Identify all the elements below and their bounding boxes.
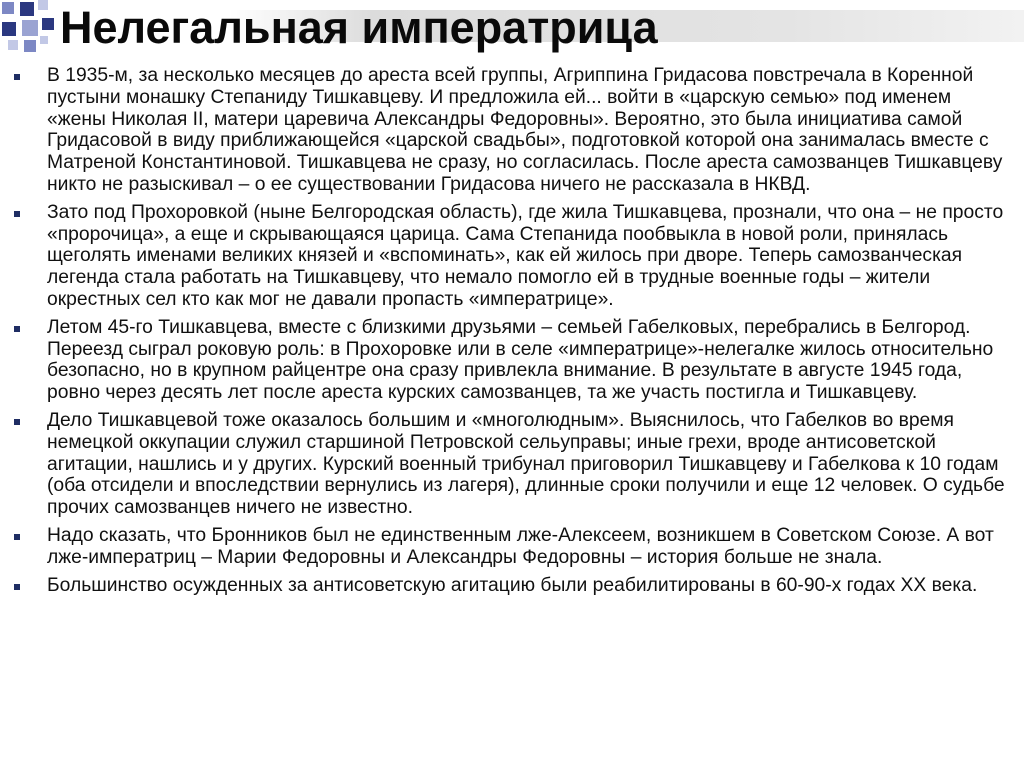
list-item (14, 202, 1014, 311)
square-bullet-icon (14, 534, 20, 540)
bullet-text: Большинство осужденных за антисоветскую агитацию были реабилитированы в 60-90-х годах XX века. (47, 574, 978, 596)
list-item (14, 525, 1014, 569)
square-bullet-icon (14, 74, 20, 80)
bullet-text: В 1935-м, за несколько месяцев до ареста всей группы, Агриппина Гридасова повстречала в Коренной пустыни монашку Степаниду Тишкавцеву. И предложила ей... войти в «царскую семью» под именем «жены Николая II, матери царевича Александры Федоровны». Вероятно, это была инициатива самой Гридасовой в виду приближающейся «царской свадьбы», подготовкой которой она занималась вместе с Матреной Константиновой. Тишкавцева не сразу, но согласилась. После ареста самозванцев Тишкавцеву никто не разыскивал – о ее существовании Гридасова ничего не рассказала в НКВД. (47, 65, 1003, 195)
bullet-text: Зато под Прохоровкой (ныне Белгородская область), где жила Тишкавцева, прознали, что она – не просто «пророчица», а еще и скрывающаяся царица. Сама Степанида пообвыкла в новой роли, принялась щеголять именами великих князей и «вспоминать», как ей жилось при дворе. Теперь самозванческая легенда стала работать на Тишкавцеву, что немало помогло ей в трудные военные годы – жители окрестных сел кто как мог не давали пропасть «императрице». (47, 201, 1004, 310)
list-item (14, 317, 1014, 404)
decor-square (24, 40, 36, 52)
square-bullet-icon (14, 584, 20, 590)
slide-title: Нелегальная императрица (60, 2, 658, 53)
decor-square (2, 22, 16, 36)
decor-square (2, 2, 14, 14)
decor-square (20, 2, 34, 16)
decor-square (40, 36, 48, 44)
list-item (14, 65, 1014, 196)
square-bullet-icon (14, 419, 20, 425)
square-bullet-icon (14, 211, 20, 217)
bullet-text: Дело Тишкавцевой тоже оказалось большим и «многолюдным». Выяснилось, что Габелков во время немецкой оккупации служил старшиной Петровской сельуправы; иные грехи, вроде антисоветской агитации, нашлись и у других. Курский военный трибунал приговорил Тишкавцеву и Габелкова к 10 годам (оба отсидели и впоследствии вернулись из лагеря), длинные сроки получили и еще 12 человек. О судьбе прочих самозванцев ничего не известно. (47, 409, 1005, 519)
decor-square (38, 0, 48, 10)
decor-square (8, 40, 18, 50)
list-item (14, 575, 1014, 597)
bullet-text: Летом 45-го Тишкавцева, вместе с близкими друзьями – семьей Габелковых, перебрались в Белгород. Переезд сыграл роковую роль: в Прохоровке или в селе «императрице»-нелегалке жилось относительно безопасно, но в крупном райцентре она сразу привлекла внимание. В результате в августе 1945 года, ровно через десять лет после ареста курских самозванцев, та же участь постигла и Тишкавцеву. (47, 316, 994, 404)
decor-square (22, 20, 38, 36)
square-bullet-icon (14, 326, 20, 332)
list-item (14, 410, 1014, 519)
decor-square (42, 18, 54, 30)
bullet-text: Надо сказать, что Бронников был не единственным лже-Алексеем, возникшем в Советском Союзе. А вот лже-императриц – Марии Федоровны и Александры Федоровны – история больше не знала. (47, 524, 994, 568)
bullet-list (14, 65, 1014, 602)
